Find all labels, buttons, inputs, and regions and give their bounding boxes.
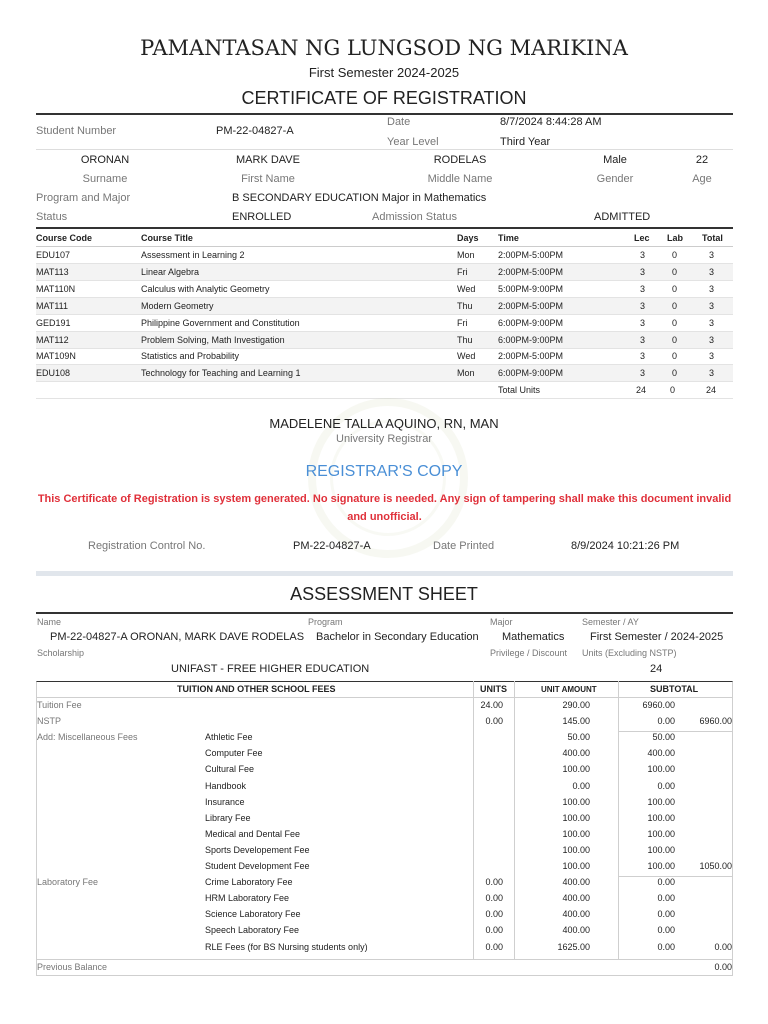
- assessment-title: ASSESSMENT SHEET: [290, 584, 478, 604]
- fee-unit-amount: 50.00: [567, 732, 590, 743]
- previous-balance-value: 0.00: [714, 962, 732, 972]
- assessment-semester-label: Semester / AY: [582, 617, 639, 627]
- course-time: 6:00PM-9:00PM: [498, 368, 564, 379]
- fee-item: HRM Laboratory Fee: [205, 893, 290, 904]
- fee-units: 0.00: [485, 877, 503, 888]
- course-table-divider: [36, 227, 733, 229]
- registrars-copy-label: REGISTRAR'S COPY: [305, 463, 463, 480]
- control-no-value: PM-22-04827-A: [293, 540, 371, 552]
- course-code: MAT111: [36, 300, 69, 311]
- fee-units: 0.00: [485, 893, 503, 904]
- surname-value: ORONAN: [80, 154, 130, 166]
- date-value: 8/7/2024 8:44:28 AM: [500, 116, 602, 128]
- previous-balance-label: Previous Balance: [37, 962, 108, 972]
- fee-item: RLE Fees (for BS Nursing students only): [205, 941, 368, 952]
- course-row: [36, 315, 733, 332]
- fee-row: [36, 940, 733, 956]
- course-total: 3: [709, 266, 715, 277]
- fee-item: Student Development Fee: [205, 861, 310, 871]
- course-time: 6:00PM-9:00PM: [498, 317, 564, 328]
- first-name-value: MARK DAVE: [236, 154, 300, 166]
- fee-subtotal: 0.00: [657, 716, 675, 727]
- fee-row: [36, 698, 733, 714]
- control-no-label: Registration Control No.: [88, 540, 206, 552]
- registrar-title: University Registrar: [336, 433, 432, 445]
- fee-item: Medical and Dental Fee: [205, 828, 301, 839]
- fee-row: [36, 891, 733, 907]
- fee-group-total: 6960.00: [699, 716, 732, 727]
- total-lec: 24: [636, 385, 647, 395]
- fee-subtotal: 0.00: [657, 877, 675, 888]
- fee-group-total: 1050.00: [699, 861, 732, 871]
- assessment-name-value: PM-22-04827-A ORONAN, MARK DAVE RODELAS: [50, 631, 305, 643]
- fee-item: Athletic Fee: [205, 732, 253, 743]
- year-level-value: Third Year: [500, 136, 551, 148]
- course-lab: 0: [672, 317, 678, 328]
- course-days: Wed: [457, 351, 476, 362]
- course-days: Thu: [457, 334, 473, 345]
- program-value: B SECONDARY EDUCATION Major in Mathematics: [232, 192, 487, 204]
- course-days: Fri: [457, 317, 468, 328]
- fee-subtotal: 50.00: [652, 732, 675, 743]
- fee-item: Computer Fee: [205, 748, 263, 759]
- age-value: 22: [695, 154, 709, 166]
- course-days: Wed: [457, 283, 476, 294]
- course-lec: 3: [640, 250, 646, 260]
- fee-unit-amount: 145.00: [562, 716, 590, 727]
- course-lab: 0: [672, 334, 678, 345]
- fee-units: 0.00: [485, 941, 503, 952]
- course-lec: 3: [640, 351, 646, 362]
- units-excl-nstp-value: 24: [650, 663, 663, 675]
- header-time: Time: [498, 233, 519, 243]
- assessment-semester-value: First Semester / 2024-2025: [590, 631, 724, 643]
- fee-table-header: [36, 682, 733, 698]
- course-code: MAT110N: [36, 283, 76, 294]
- course-row: [36, 365, 733, 382]
- header-total: Total: [702, 233, 723, 243]
- fee-item: Sports Developement Fee: [205, 844, 310, 855]
- fee-subtotal: 400.00: [647, 748, 675, 759]
- course-code: MAT109N: [36, 351, 76, 362]
- fee-subtotal: 100.00: [647, 861, 675, 871]
- fee-row: [36, 746, 733, 762]
- section-separator-bar: [36, 571, 733, 576]
- course-lab: 0: [672, 283, 678, 294]
- header-course-code: Course Code: [36, 233, 93, 243]
- admission-status-label: Admission Status: [372, 211, 457, 223]
- course-title: Linear Algebra: [141, 266, 200, 277]
- total-units-row: [36, 382, 733, 399]
- fee-item: Crime Laboratory Fee: [205, 877, 293, 888]
- fee-subtotal: 0.00: [657, 925, 675, 936]
- course-total: 3: [709, 283, 715, 294]
- course-time: 6:00PM-9:00PM: [498, 334, 564, 345]
- fee-units: 0.00: [485, 716, 503, 727]
- first-name-label: First Name: [241, 173, 295, 185]
- fee-unit-amount: 400.00: [562, 877, 590, 888]
- date-printed-label: Date Printed: [433, 540, 495, 552]
- fee-subtotal: 100.00: [647, 844, 675, 855]
- course-row: [36, 298, 733, 315]
- total-units-label: Total Units: [498, 385, 541, 395]
- fee-category: Tuition Fee: [37, 700, 82, 710]
- course-lec: 3: [640, 317, 646, 328]
- status-value: ENROLLED: [232, 211, 292, 223]
- course-days: Thu: [457, 300, 473, 311]
- fee-units: 24.00: [480, 700, 503, 710]
- fee-subtotal: 100.00: [647, 812, 675, 823]
- fee-row: [36, 811, 733, 827]
- course-title: Calculus with Analytic Geometry: [141, 283, 270, 294]
- fee-group-total: 0.00: [714, 941, 732, 952]
- course-lec: 3: [640, 300, 646, 311]
- assessment-program-value: Bachelor in Secondary Education: [316, 631, 479, 643]
- course-lec: 3: [640, 266, 646, 277]
- gender-label: Gender: [596, 173, 634, 185]
- fee-row: [36, 827, 733, 843]
- middle-name-value: RODELAS: [433, 154, 487, 166]
- fee-row: [36, 859, 733, 875]
- fee-subtotal: 100.00: [647, 764, 675, 775]
- course-total: 3: [709, 368, 715, 379]
- header-lec: Lec: [634, 233, 650, 243]
- year-level-label: Year Level: [387, 136, 439, 148]
- fee-category: Laboratory Fee: [37, 877, 99, 888]
- fee-unit-amount: 100.00: [562, 861, 590, 871]
- course-lab: 0: [672, 300, 678, 311]
- system-generated-notice: This Certificate of Registration is system generated. No signature is needed. Any sign of tampering shall make this document invalid and unofficial.: [37, 493, 732, 523]
- course-title: Modern Geometry: [141, 300, 214, 311]
- header-lab: Lab: [667, 233, 684, 243]
- subtotal-column-header: SUBTOTAL: [650, 684, 699, 694]
- date-label: Date: [387, 116, 411, 128]
- privilege-label: Privilege / Discount: [490, 648, 568, 658]
- title-divider: [36, 113, 733, 115]
- fee-unit-amount: 400.00: [562, 893, 590, 904]
- course-total: 3: [709, 334, 715, 345]
- course-total: 3: [709, 351, 715, 362]
- header-days: Days: [457, 233, 479, 243]
- gender-value: Male: [603, 154, 627, 166]
- assessment-program-label: Program: [308, 617, 343, 627]
- course-table-header: [36, 230, 733, 247]
- fee-row: [36, 714, 733, 730]
- course-time: 2:00PM-5:00PM: [498, 266, 564, 277]
- university-name: PAMANTASAN NG LUNGSOD NG MARIKINA: [140, 36, 628, 60]
- fee-unit-amount: 1625.00: [557, 941, 590, 952]
- status-label: Status: [36, 211, 68, 223]
- fees-column-header: TUITION AND OTHER SCHOOL FEES: [177, 684, 336, 694]
- units-column-header: UNITS: [480, 684, 507, 694]
- fee-unit-amount: 100.00: [562, 844, 590, 855]
- course-days: Mon: [457, 368, 475, 379]
- fee-unit-amount: 0.00: [572, 780, 590, 791]
- fee-item: Handbook: [205, 780, 247, 791]
- course-lab: 0: [672, 351, 678, 362]
- fee-subtotal: 6960.00: [642, 700, 675, 710]
- assessment-divider: [36, 612, 733, 614]
- fee-subtotal: 0.00: [657, 893, 675, 904]
- course-lab: 0: [672, 266, 678, 277]
- course-lec: 3: [640, 368, 646, 379]
- course-title: Problem Solving, Math Investigation: [141, 334, 285, 345]
- course-time: 2:00PM-5:00PM: [498, 250, 564, 260]
- fee-subtotal: 0.00: [657, 909, 675, 920]
- course-title: Technology for Teaching and Learning 1: [141, 368, 301, 379]
- course-total: 3: [709, 300, 715, 311]
- course-row: [36, 281, 733, 298]
- course-days: Mon: [457, 250, 475, 260]
- fee-item: Library Fee: [205, 812, 251, 823]
- fee-row: [36, 907, 733, 923]
- document-title: CERTIFICATE OF REGISTRATION: [241, 88, 527, 108]
- fee-row: [36, 762, 733, 778]
- fee-subtotal: 0.00: [657, 780, 675, 791]
- assessment-major-value: Mathematics: [502, 631, 565, 643]
- course-row: [36, 348, 733, 365]
- course-row: [36, 332, 733, 349]
- fee-row: [36, 730, 733, 746]
- fee-category: NSTP: [37, 716, 62, 727]
- middle-name-label: Middle Name: [427, 173, 493, 185]
- fee-units: 0.00: [485, 925, 503, 936]
- admission-status-value: ADMITTED: [594, 211, 651, 223]
- course-code: GED191: [36, 317, 71, 328]
- fee-unit-amount: 400.00: [562, 909, 590, 920]
- scholarship-value: UNIFAST - FREE HIGHER EDUCATION: [171, 663, 370, 675]
- student-number-value: PM-22-04827-A: [216, 125, 294, 137]
- course-time: 5:00PM-9:00PM: [498, 283, 564, 294]
- fee-row: [36, 923, 733, 939]
- age-label: Age: [692, 173, 712, 185]
- fee-unit-amount: 100.00: [562, 764, 590, 775]
- registrar-name: MADELENE TALLA AQUINO, RN, MAN: [269, 416, 499, 431]
- program-label: Program and Major: [36, 192, 131, 204]
- fee-subtotal: 100.00: [647, 796, 675, 807]
- fee-unit-amount: 400.00: [562, 925, 590, 936]
- semester-label: First Semester 2024-2025: [308, 65, 460, 80]
- info-divider: [36, 149, 733, 150]
- fee-row: [36, 779, 733, 795]
- fee-unit-amount: 290.00: [562, 700, 590, 710]
- course-lab: 0: [672, 368, 678, 379]
- fee-subtotal: 100.00: [647, 828, 675, 839]
- course-row: [36, 247, 733, 264]
- course-code: MAT112: [36, 334, 69, 345]
- unit-amount-column-header: UNIT AMOUNT: [541, 685, 597, 694]
- total-units: 24: [706, 385, 717, 395]
- fee-unit-amount: 400.00: [562, 748, 590, 759]
- course-title: Assessment in Learning 2: [141, 250, 245, 260]
- fee-unit-amount: 100.00: [562, 812, 590, 823]
- course-code: EDU107: [36, 250, 71, 260]
- course-code: EDU108: [36, 368, 71, 379]
- date-printed-value: 8/9/2024 10:21:26 PM: [571, 540, 680, 552]
- fee-row: [36, 875, 733, 891]
- course-days: Fri: [457, 266, 468, 277]
- course-row: [36, 264, 733, 281]
- course-total: 3: [709, 317, 715, 328]
- student-number-label: Student Number: [36, 125, 117, 137]
- fee-item: Cultural Fee: [205, 764, 255, 775]
- course-title: Philippine Government and Constitution: [141, 317, 300, 328]
- header-course-title: Course Title: [141, 233, 193, 243]
- fee-row: [36, 843, 733, 859]
- fee-unit-amount: 100.00: [562, 828, 590, 839]
- fee-item: Insurance: [205, 796, 245, 807]
- fee-unit-amount: 100.00: [562, 796, 590, 807]
- course-lec: 3: [640, 334, 646, 345]
- course-lec: 3: [640, 283, 646, 294]
- course-lab: 0: [672, 250, 678, 260]
- previous-balance-row: [36, 960, 733, 976]
- course-code: MAT113: [36, 266, 69, 277]
- assessment-major-label: Major: [490, 617, 513, 627]
- assessment-name-label: Name: [37, 617, 62, 627]
- fee-subtotal: 0.00: [657, 941, 675, 952]
- units-excl-nstp-label: Units (Excluding NSTP): [582, 648, 677, 658]
- course-total: 3: [709, 250, 715, 260]
- course-time: 2:00PM-5:00PM: [498, 300, 564, 311]
- surname-label: Surname: [82, 173, 128, 185]
- scholarship-label: Scholarship: [37, 648, 85, 658]
- fee-row: [36, 795, 733, 811]
- fee-item: Science Laboratory Fee: [205, 909, 301, 920]
- fee-units: 0.00: [485, 909, 503, 920]
- course-time: 2:00PM-5:00PM: [498, 351, 564, 362]
- fee-item: Speech Laboratory Fee: [205, 925, 300, 936]
- fee-category: Add: Miscellaneous Fees: [37, 732, 138, 743]
- course-title: Statistics and Probability: [141, 351, 240, 362]
- total-lab: 0: [670, 385, 676, 395]
